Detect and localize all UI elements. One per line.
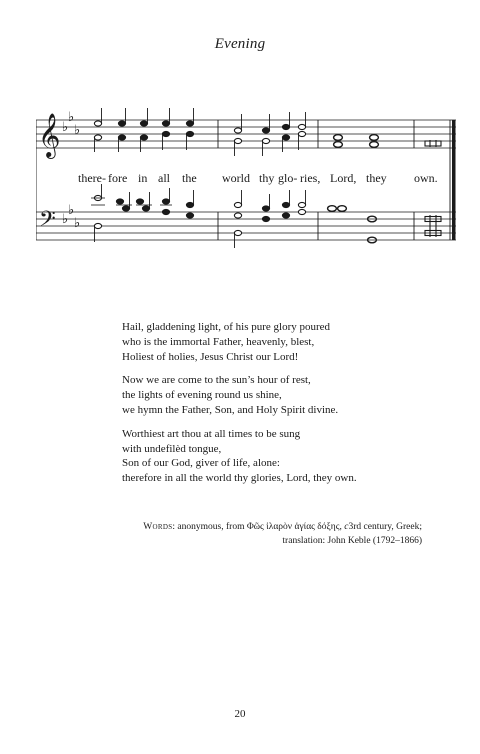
lyric-syllable: in bbox=[138, 171, 148, 185]
chord-9 bbox=[298, 112, 305, 150]
bass-chord-2 bbox=[116, 192, 132, 211]
words-credit bbox=[143, 520, 422, 534]
verse-line: the lights of evening round us shine, bbox=[122, 389, 282, 402]
lyrics-line bbox=[78, 171, 438, 185]
treble-notes bbox=[94, 108, 441, 156]
translation-credit: translation: John Keble (1792–1866) bbox=[282, 536, 422, 546]
verse-line: therefore in all the world thy glories, Lord, they own. bbox=[122, 472, 357, 485]
bass-chord-4 bbox=[160, 188, 172, 215]
bass-chord-9 bbox=[298, 190, 305, 215]
bass-chord-10 bbox=[328, 206, 377, 243]
verse-line: Hail, gladdening light, of his pure glory poured bbox=[122, 321, 331, 333]
verse-line: Now we are come to the sun’s hour of rest, bbox=[122, 374, 311, 387]
verse-line: we hymn the Father, Son, and Holy Spirit divine. bbox=[122, 403, 339, 416]
lyric-syllable: fore bbox=[108, 171, 128, 185]
verse-line: Son of our God, giver of life, alone: bbox=[122, 457, 280, 470]
svg-text:♭: ♭ bbox=[62, 120, 69, 135]
lyric-syllable: ries, bbox=[300, 171, 321, 185]
lyric-syllable: glo- bbox=[278, 171, 298, 185]
chord-1 bbox=[94, 108, 101, 152]
final-barline bbox=[452, 120, 456, 240]
chord-4 bbox=[162, 108, 169, 150]
breve-treble bbox=[425, 140, 441, 147]
chord-2 bbox=[118, 108, 125, 152]
chord-8 bbox=[282, 112, 289, 152]
svg-text:♭: ♭ bbox=[74, 216, 81, 231]
attribution bbox=[143, 520, 422, 548]
words-century: 3rd century, Greek; bbox=[348, 522, 422, 532]
lyric-syllable: Lord, bbox=[330, 171, 357, 185]
svg-text:♭: ♭ bbox=[68, 203, 75, 218]
bass-chord-3 bbox=[136, 192, 152, 211]
svg-text:♭: ♭ bbox=[62, 212, 69, 227]
lyric-syllable: own. bbox=[414, 171, 438, 185]
page-number: 20 bbox=[234, 708, 246, 720]
words-source: : anonymous, from Φῶς ἱλαρὸν ἁγίας δόξης, bbox=[172, 522, 345, 532]
stanza-2 bbox=[122, 373, 422, 417]
lyric-syllable: thy bbox=[259, 171, 275, 185]
verse-line: who is the immortal Father, heavenly, blest, bbox=[122, 335, 315, 348]
lyric-syllable: there- bbox=[78, 171, 106, 185]
verse-line: Worthiest art thou at all times to be sung bbox=[122, 427, 301, 440]
lyric-syllable: world bbox=[222, 171, 250, 185]
stanza-3 bbox=[122, 427, 422, 486]
page-title: Evening bbox=[214, 36, 266, 52]
verse-line: with undefilèd tongue, bbox=[122, 442, 222, 455]
bass-chord-5 bbox=[186, 190, 193, 218]
svg-text:♭: ♭ bbox=[74, 123, 81, 138]
circa-mark: c bbox=[344, 522, 349, 532]
lyric-syllable: all bbox=[158, 171, 170, 185]
verse-line: Holiest of holies, Jesus Christ our Lord! bbox=[122, 350, 299, 363]
svg-text:♭: ♭ bbox=[68, 110, 75, 125]
bass-chord-8 bbox=[282, 190, 289, 218]
music-score bbox=[36, 104, 460, 254]
words-label: Words bbox=[143, 522, 173, 532]
chord-3 bbox=[140, 108, 147, 152]
bass-notes bbox=[91, 184, 441, 248]
hymn-text bbox=[122, 320, 422, 495]
treble-clef-icon: 𝄞 bbox=[38, 113, 61, 157]
bass-clef-icon: 𝄢 bbox=[39, 207, 56, 237]
stanza-1 bbox=[122, 320, 422, 364]
lyric-syllable: the bbox=[182, 171, 197, 185]
bass-chord-7 bbox=[262, 194, 269, 222]
chord-5 bbox=[186, 108, 193, 150]
lyric-syllable: they bbox=[366, 171, 387, 185]
